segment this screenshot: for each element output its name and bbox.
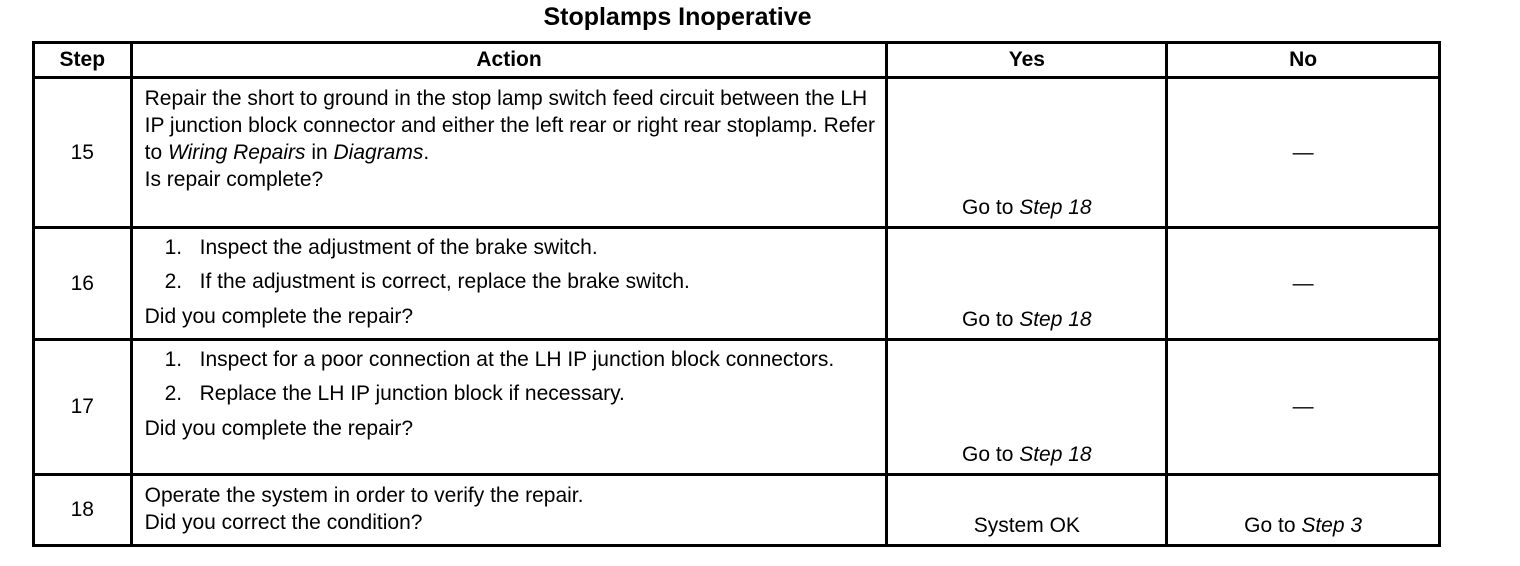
action-question: Did you complete the repair? [144,417,414,440]
action-list-item: 1. Inspect for a poor connection at the LH IP junction block connectors. [164,348,835,371]
action-cell [131,475,887,546]
step-reference: Step 18 [1019,443,1092,466]
action-list-item: 2. Replace the LH IP junction block if necessary. [164,382,625,405]
step-number: 16 [34,228,132,340]
action-list-item: 2. If the adjustment is correct, replace the brake switch. [164,270,690,293]
header-action: Action [131,43,887,78]
step-reference: Step 18 [1019,196,1092,219]
header-no: No [1167,43,1440,78]
ref-diagrams: Diagrams [333,141,424,164]
table-row [34,340,1440,475]
yes-cell: System OK [887,475,1167,546]
no-cell: — [1167,228,1440,340]
action-text: Repair the short to ground in the stop lamp switch feed circuit between the LH IP junction block connector and either the left rear or right rear stoplamp. Refer to Wiring Repairs in Diagrams. [144,87,875,164]
header-yes: Yes [887,43,1167,78]
action-question: Is repair complete? [144,168,324,191]
action-text: Operate the system in order to verify the repair. [144,484,584,507]
table-row [34,78,1440,228]
yes-cell: Go to Step 18 [887,340,1167,475]
step-number: 18 [34,475,132,546]
header-row [34,43,1440,78]
diagnostic-table [32,41,1441,547]
no-cell: Go to Step 3 [1167,475,1440,546]
page-title: Stoplamps Inoperative [543,3,812,31]
action-cell [131,78,887,228]
action-question: Did you correct the condition? [144,511,423,534]
no-cell: — [1167,340,1440,475]
yes-cell: Go to Step 18 [887,78,1167,228]
step-reference: Step 3 [1301,514,1363,537]
no-cell: — [1167,78,1440,228]
action-cell [131,228,887,340]
table-row [34,475,1440,546]
step-reference: Step 18 [1019,308,1092,331]
yes-cell: Go to Step 18 [887,228,1167,340]
ref-wiring-repairs: Wiring Repairs [167,141,306,164]
header-step: Step [34,43,132,78]
step-number: 17 [34,340,132,475]
action-list-item: 1. Inspect the adjustment of the brake switch. [164,236,598,259]
action-cell [131,340,887,475]
step-number: 15 [34,78,132,228]
table-row [34,228,1440,340]
action-question: Did you complete the repair? [144,305,414,328]
